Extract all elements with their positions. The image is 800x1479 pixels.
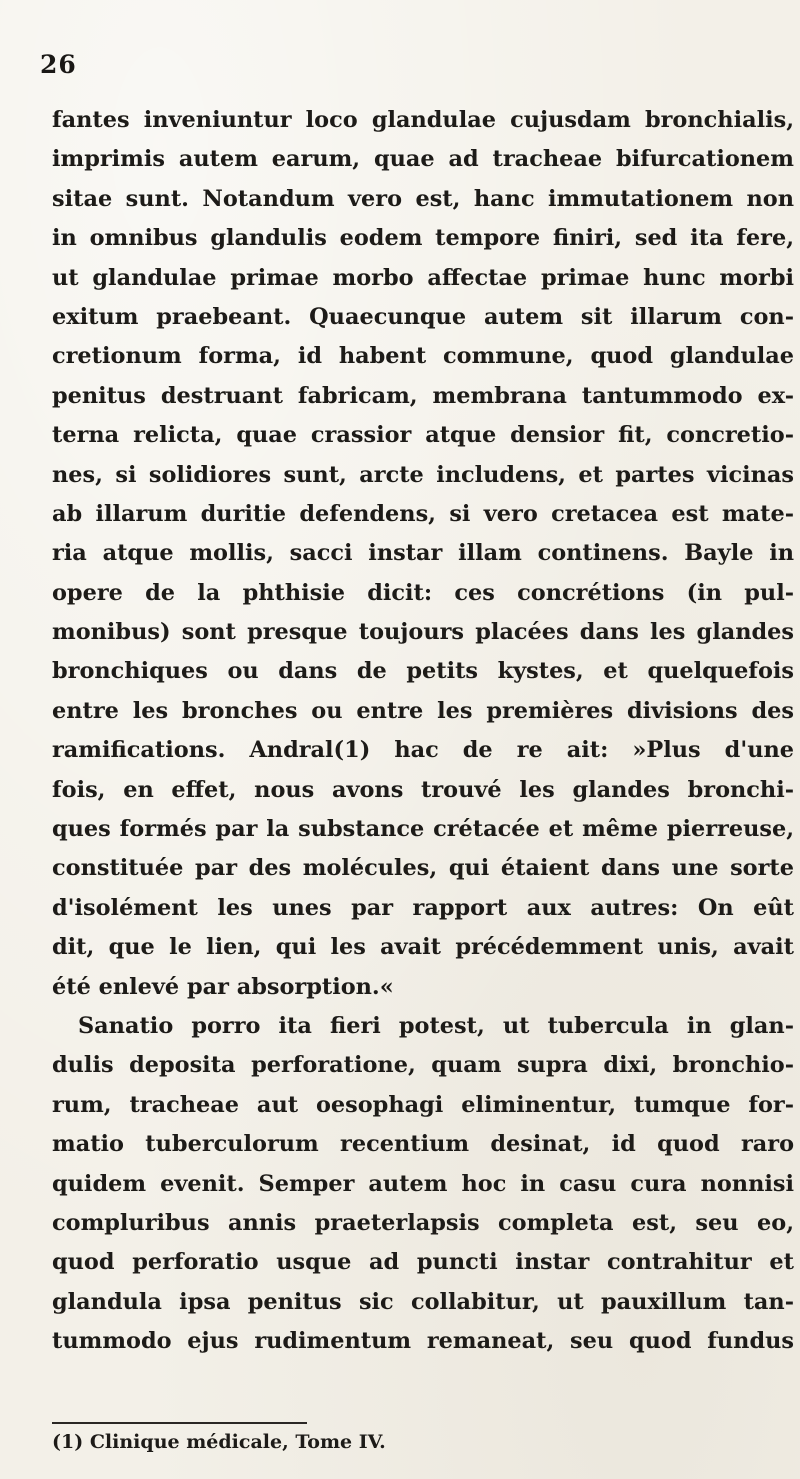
- text-line: opere de la phthisie dicit: ces concrétions (in pul-: [52, 579, 794, 606]
- text-line: sitae sunt. Notandum vero est, hanc immutationem non: [52, 185, 794, 212]
- text-line: fantes inveniuntur loco glandulae cujusdam bronchialis,: [52, 107, 794, 133]
- body-text: [52, 101, 794, 1362]
- text-line: rum, tracheae aut oesophagi eliminentur, tumque for-: [52, 1091, 794, 1118]
- text-line: terna relicta, quae crassior atque densior fit, concretio-: [52, 422, 794, 449]
- text-line: cretionum forma, id habent commune, quod glandulae: [52, 343, 794, 370]
- text-line: constituée par des molécules, qui étaient dans une sorte: [52, 855, 794, 882]
- text-line: quidem evenit. Semper autem hoc in casu cura nonnisi: [52, 1170, 794, 1197]
- text-line: dit, que le lien, qui les avait précédemment unis, avait: [52, 934, 794, 961]
- text-line: tummodo ejus rudimentum remaneat, seu quod fundus: [52, 1328, 794, 1355]
- text-line: entre les bronches ou entre les premières divisions des: [52, 697, 794, 724]
- text-line: in omnibus glandulis eodem tempore finiri, sed ita fere,: [52, 225, 794, 252]
- text-line: compluribus annis praeterlapsis completa est, seu eo,: [52, 1209, 794, 1236]
- text-line: nes, si solidiores sunt, arcte includens, et partes vicinas: [52, 461, 794, 488]
- footnote: (1) Clinique médicale, Tome IV.: [52, 1431, 386, 1453]
- footnote-divider: [52, 1422, 307, 1424]
- text-line: monibus) sont presque toujours placées dans les glandes: [52, 619, 794, 646]
- text-line: dulis deposita perforatione, quam supra dixi, bronchio-: [52, 1052, 794, 1079]
- paragraph-start-line: Sanatio porro ita fieri potest, ut tubercula in glan-: [78, 1012, 794, 1039]
- text-line: ramifications. Andral(1) hac de re ait: »Plus d'une: [52, 737, 794, 764]
- text-line: ut glandulae primae morbo affectae primae hunc morbi: [52, 264, 794, 291]
- text-line: quod perforatio usque ad puncti instar contrahitur et: [52, 1249, 794, 1276]
- text-line: imprimis autem earum, quae ad tracheae bifurcationem: [52, 146, 794, 173]
- text-line: d'isolément les unes par rapport aux autres: On eût: [52, 894, 794, 921]
- text-line: ques formés par la substance crétacée et même pierreuse,: [52, 816, 794, 843]
- page-number: 26: [40, 50, 77, 79]
- text-line: été enlevé par absorption.«: [52, 973, 394, 1000]
- text-line: matio tuberculorum recentium desinat, id quod raro: [52, 1131, 794, 1158]
- text-line: ria atque mollis, sacci instar illam continens. Bayle in: [52, 540, 794, 567]
- text-line: fois, en effet, nous avons trouvé les glandes bronchi-: [52, 776, 794, 803]
- text-line: glandula ipsa penitus sic collabitur, ut pauxillum tan-: [52, 1288, 794, 1315]
- text-line: ab illarum duritie defendens, si vero cretacea est mate-: [52, 500, 794, 527]
- text-line: exitum praebeant. Quaecunque autem sit illarum con-: [52, 303, 794, 330]
- text-line: penitus destruant fabricam, membrana tantummodo ex-: [52, 382, 794, 409]
- text-line: bronchiques ou dans de petits kystes, et quelquefois: [52, 658, 794, 685]
